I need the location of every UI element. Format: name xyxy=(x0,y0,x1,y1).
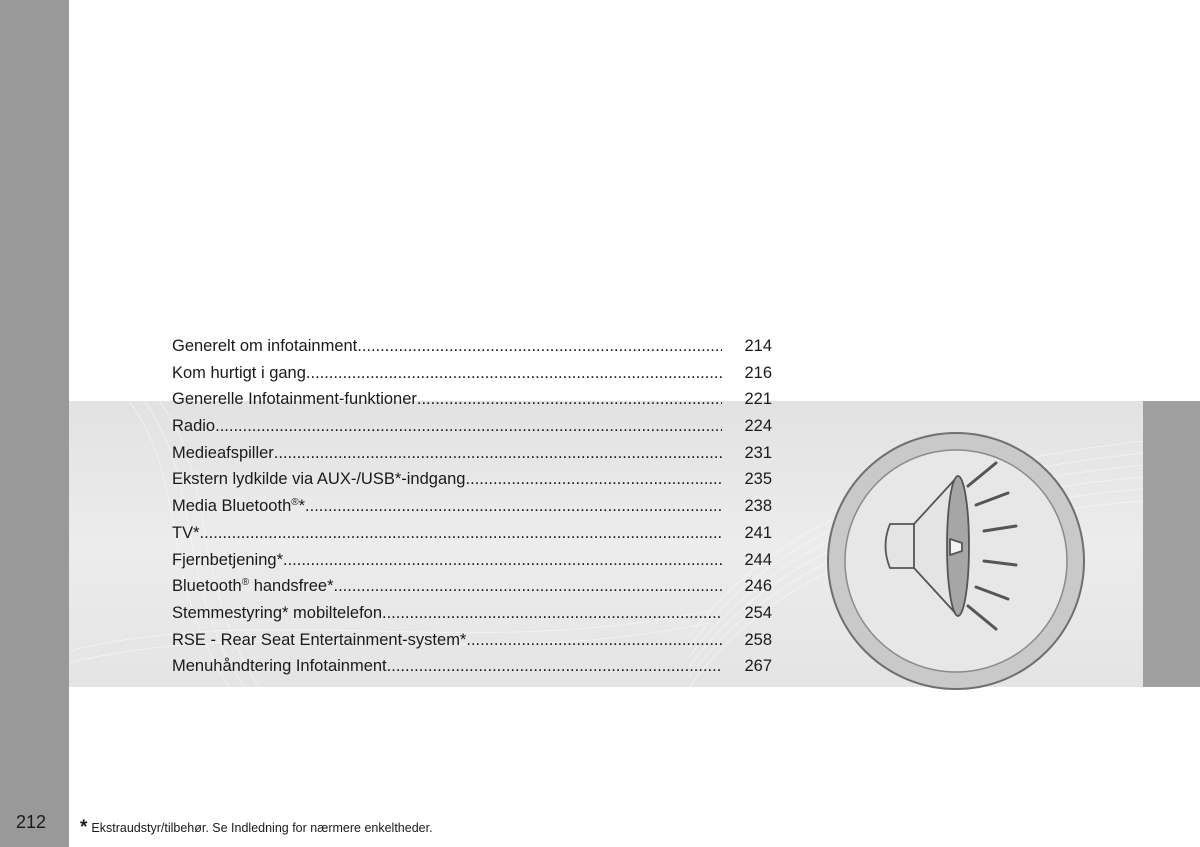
toc-entry[interactable] xyxy=(172,493,772,520)
toc-entry-page: 238 xyxy=(744,497,772,516)
toc-entry-page: 214 xyxy=(744,337,772,355)
toc-leader-dots xyxy=(306,360,722,387)
toc-leader-dots xyxy=(387,653,722,680)
footnote xyxy=(80,817,433,839)
toc-entry-page: 231 xyxy=(744,443,772,462)
toc-entry-page: 241 xyxy=(744,523,772,542)
toc-leader-dots xyxy=(305,493,722,520)
toc-entry-title: Radio xyxy=(172,417,216,436)
toc-leader-dots xyxy=(215,413,722,440)
toc-leader-dots xyxy=(382,600,722,627)
toc-leader-dots xyxy=(200,520,722,547)
toc-entry-page: 267 xyxy=(744,657,772,676)
toc-entry[interactable] xyxy=(172,547,772,574)
toc-leader-dots xyxy=(334,573,722,600)
toc-entry-title: Medieafspiller xyxy=(172,443,274,462)
toc-entry-title: Media Bluetooth®* xyxy=(172,497,306,516)
toc-entry[interactable] xyxy=(172,333,772,360)
toc-leader-dots xyxy=(357,333,722,360)
chapter-tab xyxy=(1143,401,1200,687)
toc-entry-title: Menuhåndtering Infotainment xyxy=(172,657,387,676)
toc-entry[interactable] xyxy=(172,600,772,627)
toc-leader-dots xyxy=(417,386,722,413)
toc-entry[interactable] xyxy=(172,520,772,547)
toc-entry-title: Bluetooth® handsfree* xyxy=(172,577,334,596)
page-number: 212 xyxy=(16,812,47,832)
toc-leader-dots xyxy=(465,466,722,493)
toc-entry-title: Generelle Infotainment-funktioner xyxy=(172,390,417,409)
toc-entry[interactable] xyxy=(172,466,772,493)
toc-entry-title: Ekstern lydkilde via AUX-/USB*-indgang xyxy=(172,470,466,489)
toc-entry-page: 244 xyxy=(744,550,772,569)
toc-entry-page: 258 xyxy=(744,630,772,649)
toc-entry-page: 224 xyxy=(744,417,772,436)
toc-entry-title: Stemmestyring* mobiltelefon xyxy=(172,603,383,622)
toc-entry[interactable] xyxy=(172,440,772,467)
toc-entry[interactable] xyxy=(172,386,772,413)
toc-leader-dots xyxy=(274,440,722,467)
toc-leader-dots xyxy=(466,627,722,654)
toc-entry-title: RSE - Rear Seat Entertainment-system* xyxy=(172,630,467,649)
toc-entry[interactable] xyxy=(172,573,772,600)
footnote-text: Ekstraudstyr/tilbehør. Se Indledning for nærmere enkeltheder. xyxy=(91,821,433,835)
toc-entry-title: TV* xyxy=(172,523,200,542)
toc-entry-page: 246 xyxy=(744,577,772,596)
toc-entry-page: 254 xyxy=(744,603,772,622)
toc-entry-title: Kom hurtigt i gang xyxy=(172,363,306,382)
toc-entry-page: 235 xyxy=(744,470,772,489)
toc-entry-page: 221 xyxy=(744,390,772,409)
toc-entry[interactable] xyxy=(172,627,772,654)
toc-entry[interactable] xyxy=(172,413,772,440)
toc-entry-title: Fjernbetjening* xyxy=(172,550,283,569)
toc-entry[interactable] xyxy=(172,653,772,680)
toc-leader-dots xyxy=(283,547,722,574)
toc-entry[interactable] xyxy=(172,360,772,387)
left-margin-bar xyxy=(0,0,69,847)
table-of-contents xyxy=(172,333,772,680)
footnote-star: * xyxy=(80,817,88,838)
toc-entry-page: 216 xyxy=(744,363,772,382)
speaker-icon xyxy=(826,431,1086,691)
toc-entry-title: Generelt om infotainment xyxy=(172,337,358,355)
